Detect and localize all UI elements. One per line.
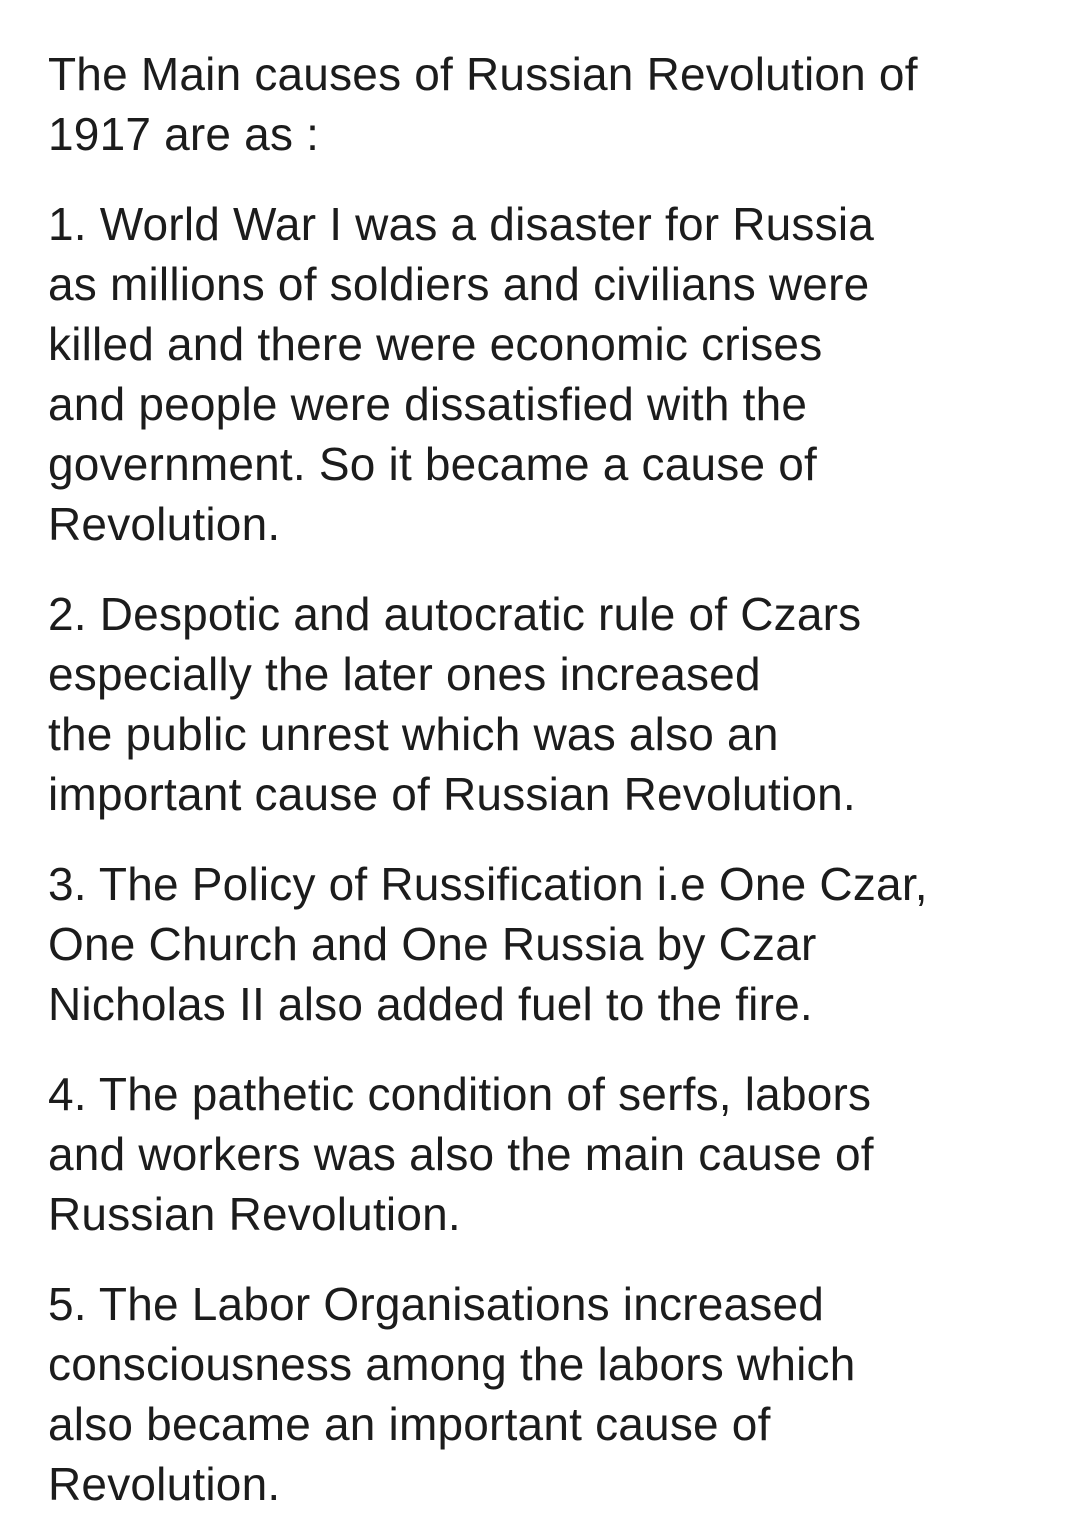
cause-paragraph-4: 4. The pathetic condition of serfs, labors and workers was also the main cause of Russian Revolution. [48,1068,874,1240]
cause-paragraph-1: 1. World War I was a disaster for Russia as millions of soldiers and civilians were killed and there were economic crises and people were dissatisfied with the government. So it became a cause of Revolution. [48,198,875,550]
document-body [48,44,1048,1514]
cause-paragraph-5: 5. The Labor Organisations increased consciousness among the labors which also became an important cause of Revolution. [48,1278,856,1510]
intro-paragraph: The Main causes of Russian Revolution of 1917 are as : [48,48,918,160]
cause-paragraph-2: 2. Despotic and autocratic rule of Czars especially the later ones increased the public unrest which was also an important cause of Russian Revolution. [48,588,862,820]
cause-paragraph-3: 3. The Policy of Russification i.e One Czar, One Church and One Russia by Czar Nicholas II also added fuel to the fire. [48,858,928,1030]
